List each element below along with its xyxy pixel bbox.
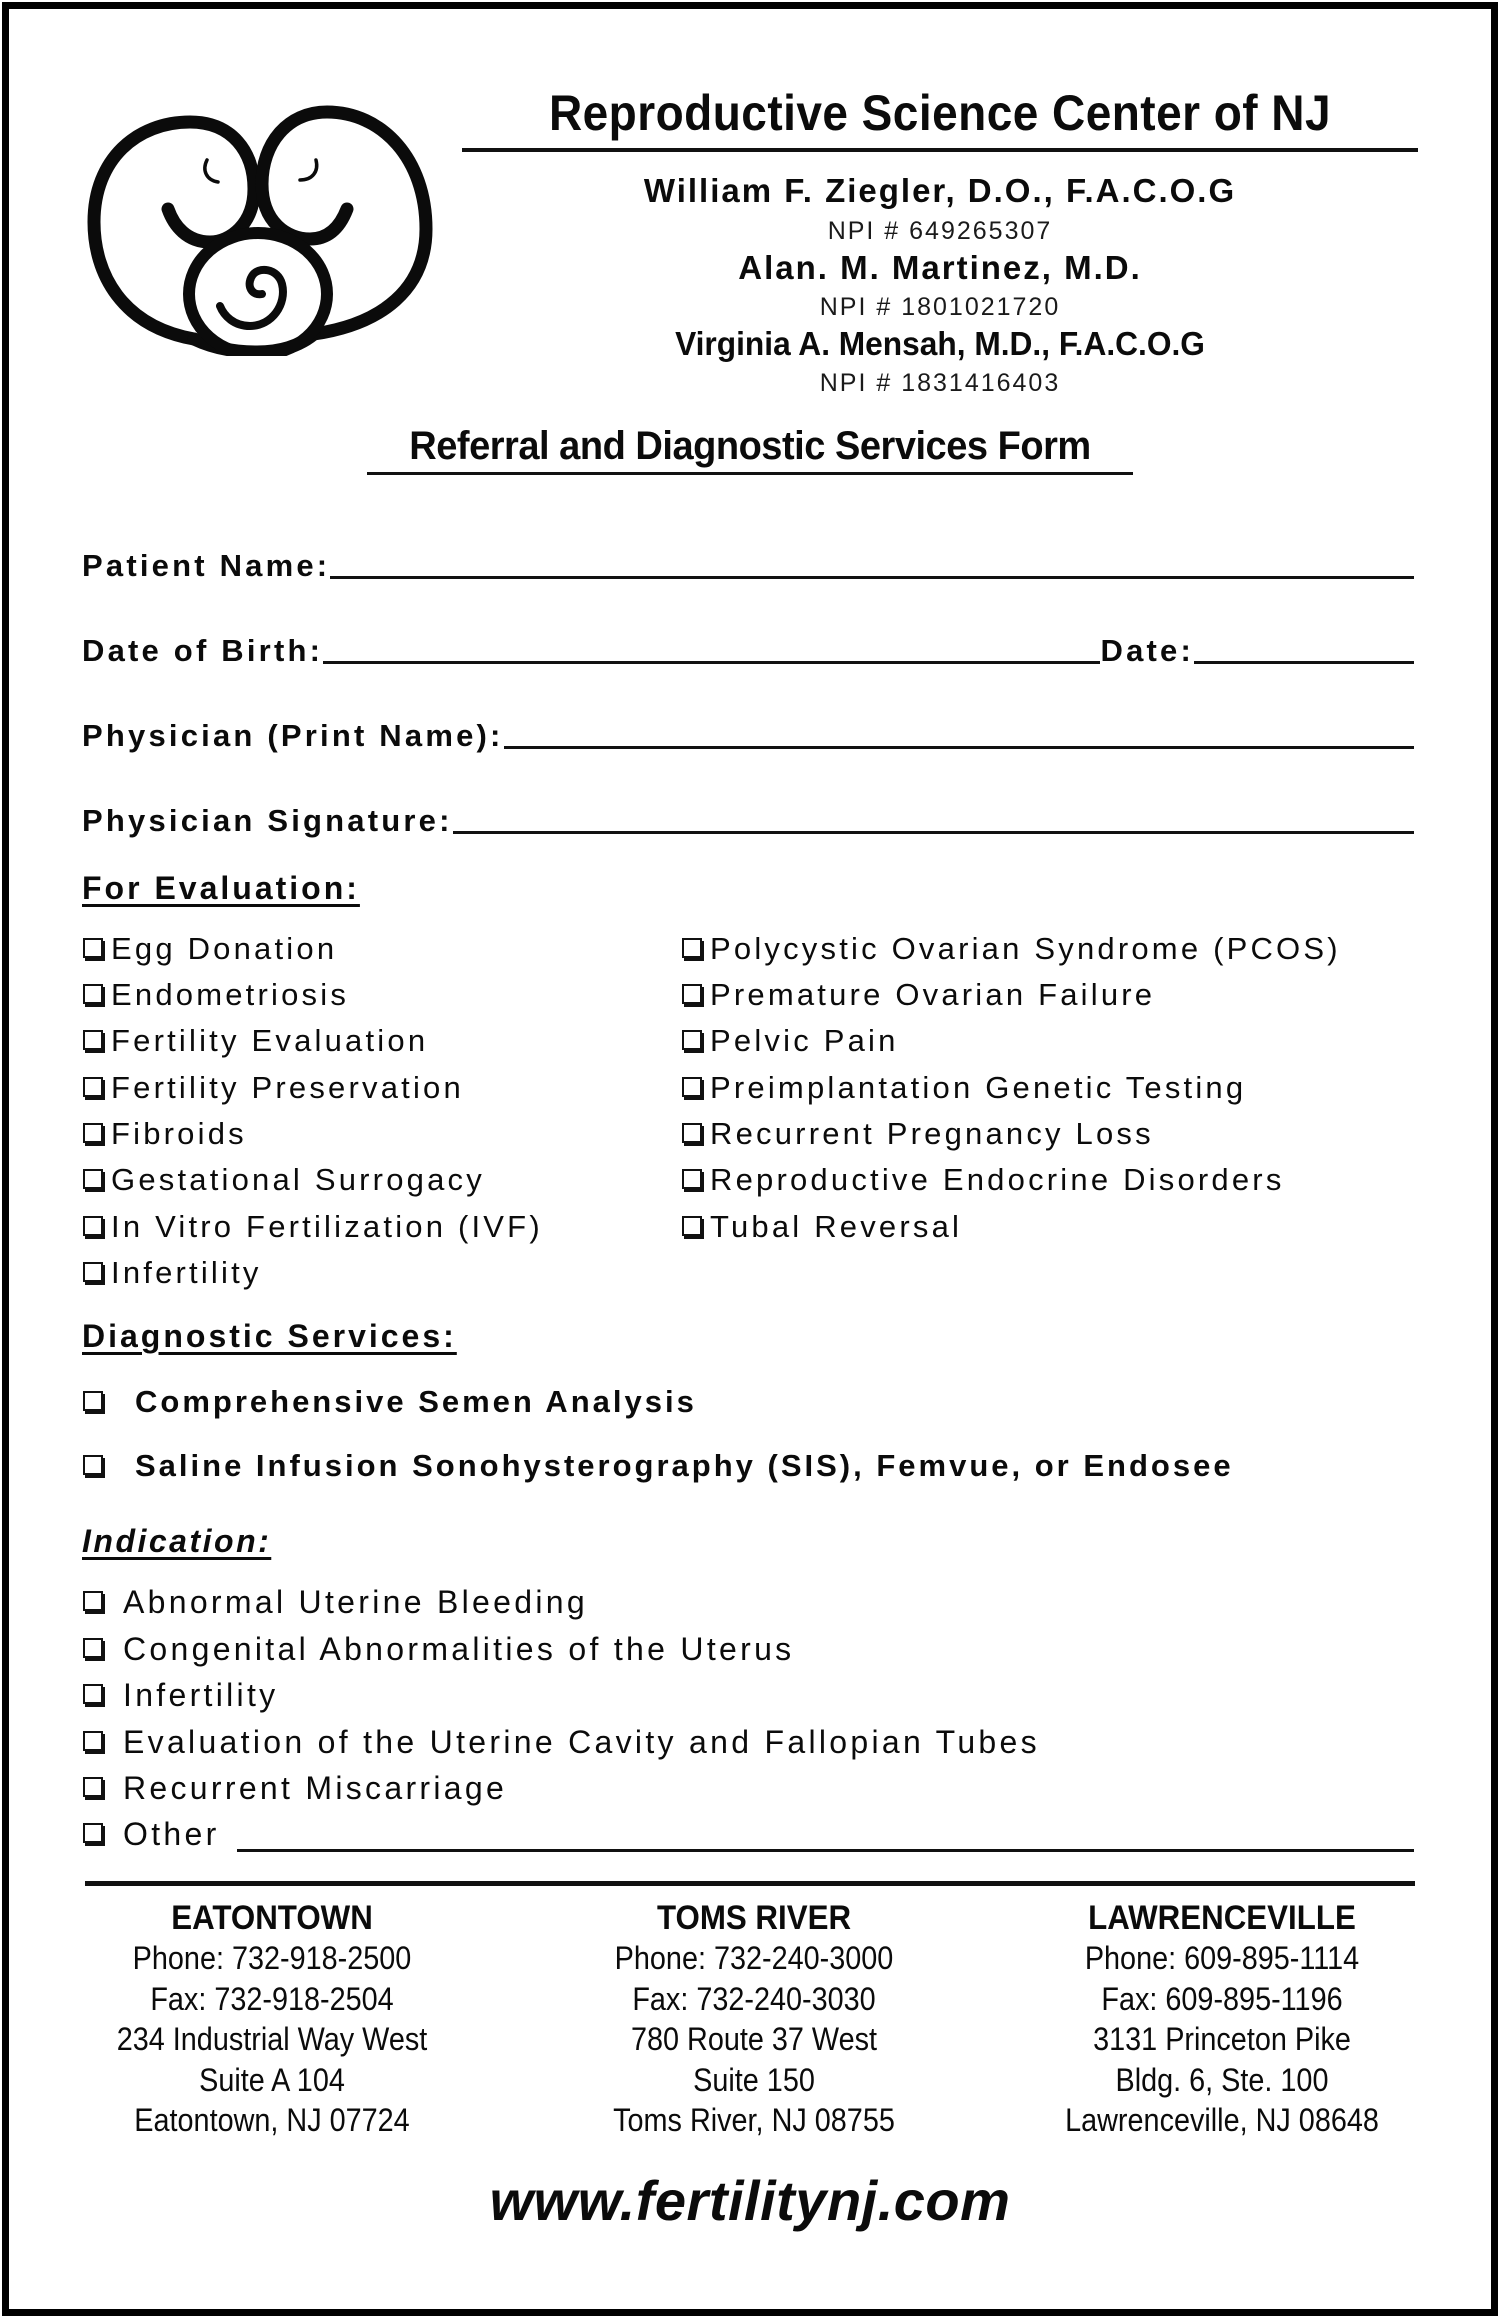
eval-premature-ovarian-failure[interactable] xyxy=(682,979,1155,1010)
physician-print-name-label: Physician (Print Name): xyxy=(82,718,504,753)
location-name: EATONTOWN xyxy=(171,1899,373,1937)
checkbox-label: Egg Donation xyxy=(111,931,338,966)
checkbox-label: Tubal Reversal xyxy=(710,1209,963,1244)
checkbox-label: Fibroids xyxy=(111,1116,247,1151)
checkbox-label: Preimplantation Genetic Testing xyxy=(710,1070,1247,1105)
eval-reproductive-endocrine-disorders[interactable] xyxy=(682,1164,1285,1195)
location-name: TOMS RIVER xyxy=(656,1899,852,1937)
checkbox-label: Infertility xyxy=(123,1677,279,1713)
date-input[interactable] xyxy=(1194,659,1414,664)
ind-infertility[interactable] xyxy=(83,1679,278,1711)
physician-name-1: William F. Ziegler, D.O., F.A.C.O.G xyxy=(643,172,1237,209)
dob-date-row xyxy=(82,628,1414,668)
location-phone: Phone: 732-918-2500 xyxy=(132,1940,412,1976)
website-link[interactable]: www.fertilitynj.com xyxy=(489,2169,1011,2232)
physician-npi-2: NPI # 1801021720 xyxy=(819,293,1061,321)
eval-pcos[interactable] xyxy=(682,933,1341,964)
checkbox-label: Gestational Surrogacy xyxy=(111,1162,485,1197)
checkbox-icon[interactable] xyxy=(83,1823,103,1843)
physician-npi-1: NPI # 649265307 xyxy=(827,217,1053,245)
diagnostic-services-heading: Diagnostic Services: xyxy=(82,1318,457,1354)
location-city: Lawrenceville, NJ 08648 xyxy=(1065,2102,1379,2138)
checkbox-icon[interactable] xyxy=(682,1169,702,1189)
logo-right-lobe xyxy=(262,112,426,334)
checkbox-label: Abnormal Uterine Bleeding xyxy=(123,1584,588,1620)
physician-print-name-input[interactable] xyxy=(504,744,1414,749)
eval-endometriosis[interactable] xyxy=(83,979,349,1010)
diag-semen-analysis[interactable] xyxy=(83,1386,697,1417)
checkbox-label: Other xyxy=(123,1816,220,1852)
logo-right-eye xyxy=(300,160,317,180)
indication-heading: Indication: xyxy=(82,1523,272,1559)
organization-name: Reproductive Science Center of NJ xyxy=(548,85,1332,141)
checkbox-icon[interactable] xyxy=(83,984,103,1004)
checkbox-label: Fertility Evaluation xyxy=(111,1023,429,1058)
location-city: Eatontown, NJ 07724 xyxy=(134,2102,410,2138)
eval-pelvic-pain[interactable] xyxy=(682,1025,899,1056)
checkbox-icon[interactable] xyxy=(83,1262,103,1282)
physician-name-2: Alan. M. Martinez, M.D. xyxy=(738,249,1142,286)
evaluation-heading: For Evaluation: xyxy=(82,870,360,906)
checkbox-label: Congenital Abnormalities of the Uterus xyxy=(123,1631,795,1667)
dob-label: Date of Birth: xyxy=(82,633,324,668)
eval-fibroids[interactable] xyxy=(83,1118,247,1149)
physician-npi-3: NPI # 1831416403 xyxy=(819,369,1061,397)
ind-uterine-cavity-fallopian-tubes[interactable] xyxy=(83,1726,1040,1758)
checkbox-label: Polycystic Ovarian Syndrome (PCOS) xyxy=(710,931,1341,966)
checkbox-label: Fertility Preservation xyxy=(111,1070,464,1105)
checkbox-icon[interactable] xyxy=(83,1030,103,1050)
checkbox-icon[interactable] xyxy=(83,1777,103,1797)
checkbox-icon[interactable] xyxy=(83,1591,103,1611)
checkbox-label: Comprehensive Semen Analysis xyxy=(135,1384,697,1419)
form-title: Referral and Diagnostic Services Form xyxy=(409,424,1091,468)
physician-signature-label: Physician Signature: xyxy=(82,803,453,838)
checkbox-icon[interactable] xyxy=(682,938,702,958)
location-city: Toms River, NJ 08755 xyxy=(613,2102,895,2138)
checkbox-label: Infertility xyxy=(111,1255,262,1290)
eval-preimplantation-genetic-testing[interactable] xyxy=(682,1072,1246,1103)
eval-recurrent-pregnancy-loss[interactable] xyxy=(682,1118,1154,1149)
patient-name-input[interactable] xyxy=(330,574,1414,579)
checkbox-label: In Vitro Fertilization (IVF) xyxy=(111,1209,543,1244)
checkbox-icon[interactable] xyxy=(83,1684,103,1704)
checkbox-icon[interactable] xyxy=(83,1731,103,1751)
eval-ivf[interactable] xyxy=(83,1211,543,1242)
logo-icon xyxy=(82,104,440,356)
location-phone: Phone: 609-895-1114 xyxy=(1084,1940,1360,1976)
eval-fertility-preservation[interactable] xyxy=(83,1072,464,1103)
date-label: Date: xyxy=(1100,633,1194,668)
physician-print-name-field[interactable] xyxy=(82,713,1414,753)
dob-input[interactable] xyxy=(323,659,1100,664)
checkbox-label: Reproductive Endocrine Disorders xyxy=(710,1162,1285,1197)
physician-name-3: Virginia A. Mensah, M.D., F.A.C.O.G xyxy=(675,325,1205,362)
location-fax: Fax: 732-918-2504 xyxy=(150,1980,394,2017)
checkbox-icon[interactable] xyxy=(682,984,702,1004)
diag-sis-femvue-endosee[interactable] xyxy=(83,1450,1234,1481)
checkbox-icon[interactable] xyxy=(682,1077,702,1097)
location-fax: Fax: 732-240-3030 xyxy=(632,1980,876,2017)
checkbox-icon[interactable] xyxy=(83,1077,103,1097)
eval-gestational-surrogacy[interactable] xyxy=(83,1164,485,1195)
logo-left-eye xyxy=(205,160,218,182)
location-phone: Phone: 732-240-3000 xyxy=(614,1940,894,1976)
eval-tubal-reversal[interactable] xyxy=(682,1211,962,1242)
physician-signature-field[interactable] xyxy=(82,798,1414,838)
location-address-2: Bldg. 6, Ste. 100 xyxy=(1115,2061,1329,2098)
checkbox-icon[interactable] xyxy=(83,1391,103,1411)
checkbox-label: Recurrent Pregnancy Loss xyxy=(710,1116,1154,1151)
checkbox-icon[interactable] xyxy=(83,938,103,958)
patient-name-field[interactable] xyxy=(82,543,1414,583)
other-input[interactable] xyxy=(237,1849,1414,1852)
checkbox-label: Pelvic Pain xyxy=(710,1023,899,1058)
checkbox-icon[interactable] xyxy=(83,1216,103,1236)
checkbox-label: Evaluation of the Uterine Cavity and Fallopian Tubes xyxy=(123,1724,1040,1760)
location-eatontown xyxy=(62,1898,482,2141)
location-address-2: Suite 150 xyxy=(693,2061,815,2098)
location-address-1: 234 Industrial Way West xyxy=(116,2021,428,2057)
ind-congenital-abnormalities[interactable] xyxy=(83,1633,794,1665)
physician-signature-input[interactable] xyxy=(453,829,1414,834)
location-lawrenceville xyxy=(1012,1898,1432,2141)
ind-other[interactable] xyxy=(83,1818,220,1850)
checkbox-icon[interactable] xyxy=(83,1638,103,1658)
location-address-1: 780 Route 37 West xyxy=(630,2021,878,2057)
eval-infertility[interactable] xyxy=(83,1257,262,1288)
checkbox-label: Recurrent Miscarriage xyxy=(123,1770,508,1806)
header-divider xyxy=(462,148,1418,152)
location-address-2: Suite A 104 xyxy=(199,2061,345,2098)
location-address-1: 3131 Princeton Pike xyxy=(1093,2021,1351,2057)
location-name: LAWRENCEVILLE xyxy=(1088,1899,1356,1937)
form-title-underline xyxy=(367,472,1133,475)
checkbox-label: Premature Ovarian Failure xyxy=(710,977,1156,1012)
ind-abnormal-uterine-bleeding[interactable] xyxy=(83,1586,588,1618)
footer-divider xyxy=(85,1881,1415,1886)
eval-egg-donation[interactable] xyxy=(83,933,337,964)
logo-left-lobe xyxy=(94,122,254,339)
patient-name-label: Patient Name: xyxy=(82,548,331,583)
eval-fertility-evaluation[interactable] xyxy=(83,1025,428,1056)
logo-spiral xyxy=(220,270,283,326)
checkbox-icon[interactable] xyxy=(83,1123,103,1143)
location-toms-river xyxy=(544,1898,964,2141)
checkbox-icon[interactable] xyxy=(682,1123,702,1143)
checkbox-label: Saline Infusion Sonohysterography (SIS), Femvue, or Endosee xyxy=(135,1448,1234,1483)
location-fax: Fax: 609-895-1196 xyxy=(1101,1980,1343,2017)
checkbox-label: Endometriosis xyxy=(111,977,350,1012)
checkbox-icon[interactable] xyxy=(682,1030,702,1050)
checkbox-icon[interactable] xyxy=(682,1216,702,1236)
checkbox-icon[interactable] xyxy=(83,1455,103,1475)
checkbox-icon[interactable] xyxy=(83,1169,103,1189)
ind-recurrent-miscarriage[interactable] xyxy=(83,1772,507,1804)
